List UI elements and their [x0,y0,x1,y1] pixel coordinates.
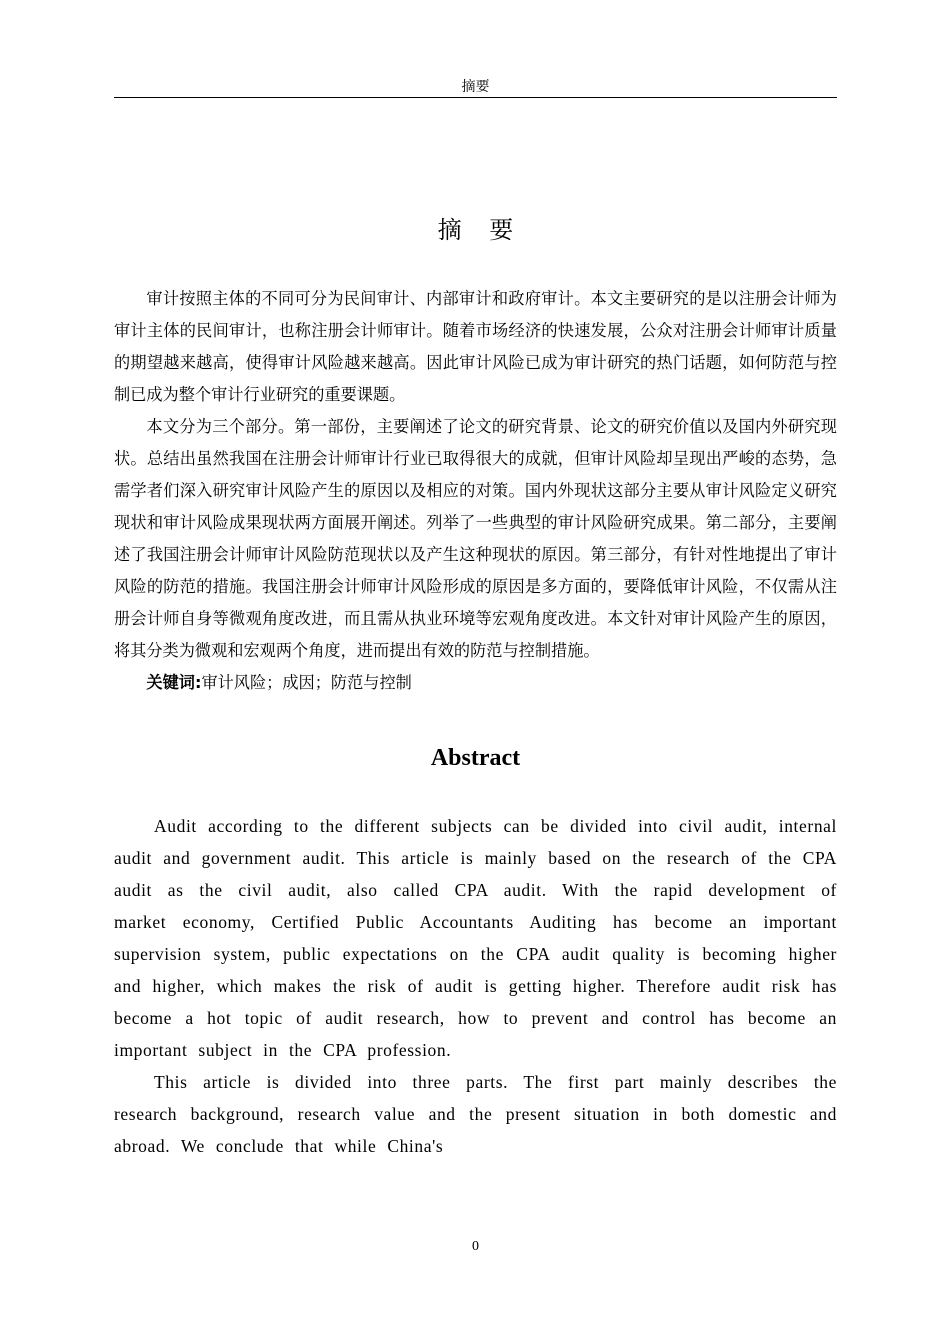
chinese-paragraph-2: 本文分为三个部分。第一部份，主要阐述了论文的研究背景、论文的研究价值以及国内外研究现状。总结出虽然我国在注册会计师审计行业已取得很大的成就，但审计风险却呈现出严峻的态势，急需学者们深入研究审计风险产生的原因以及相应的对策。国内外现状这部分主要从审计风险定义研究现状和审计风险成果现状两方面展开阐述。列举了一些典型的审计风险研究成果。第二部分，主要阐述了我国注册会计师审计风险防范现状以及产生这种现状的原因。第三部分，有针对性地提出了审计风险的防范的措施。我国注册会计师审计风险形成的原因是多方面的，要降低审计风险，不仅需从注册会计师自身等微观角度改进，而且需从执业环境等宏观角度改进。本文针对审计风险产生的原因，将其分类为微观和宏观两个角度，进而提出有效的防范与控制措施。 [114,417,837,660]
english-paragraph-2: This article is divided into three parts. The first part mainly describes the research background, research value and the present situation in both domestic and abroad. We conclude that while China's [114,1072,837,1156]
keywords-label: 关键词: [146,673,202,692]
chinese-paragraph-1: 审计按照主体的不同可分为民间审计、内部审计和政府审计。本文主要研究的是以注册会计师为审计主体的民间审计，也称注册会计师审计。随着市场经济的快速发展，公众对注册会计师审计质量的期望越来越高，使得审计风险越来越高。因此审计风险已成为审计研究的热门话题，如何防范与控制已成为整个审计行业研究的重要课题。 [114,289,837,404]
keywords-line [114,667,837,699]
keywords-text: 审计风险；成因；防范与控制 [201,673,412,692]
english-paragraph-1: Audit according to the different subjects can be divided into civil audit, internal audit and government audit. This article is mainly based on the research of the CPA audit as the civil audit, also called CPA audit. With the rapid development of market economy, Certified Public Accountants Auditing has become an important supervision system, public expectations on the CPA audit quality is becoming higher and higher, which makes the risk of audit is getting higher. Therefore audit risk has become a hot topic of audit research, how to prevent and control has become an important subject in the CPA profession. [114,816,837,1060]
chinese-abstract-title: 摘 要 [437,216,524,244]
running-header: 摘要 [461,79,490,95]
header-rule [114,97,837,98]
page-number: 0 [472,1239,479,1254]
english-abstract-title: Abstract [430,745,521,771]
english-abstract-body [114,810,837,1162]
chinese-abstract-body [114,283,837,699]
